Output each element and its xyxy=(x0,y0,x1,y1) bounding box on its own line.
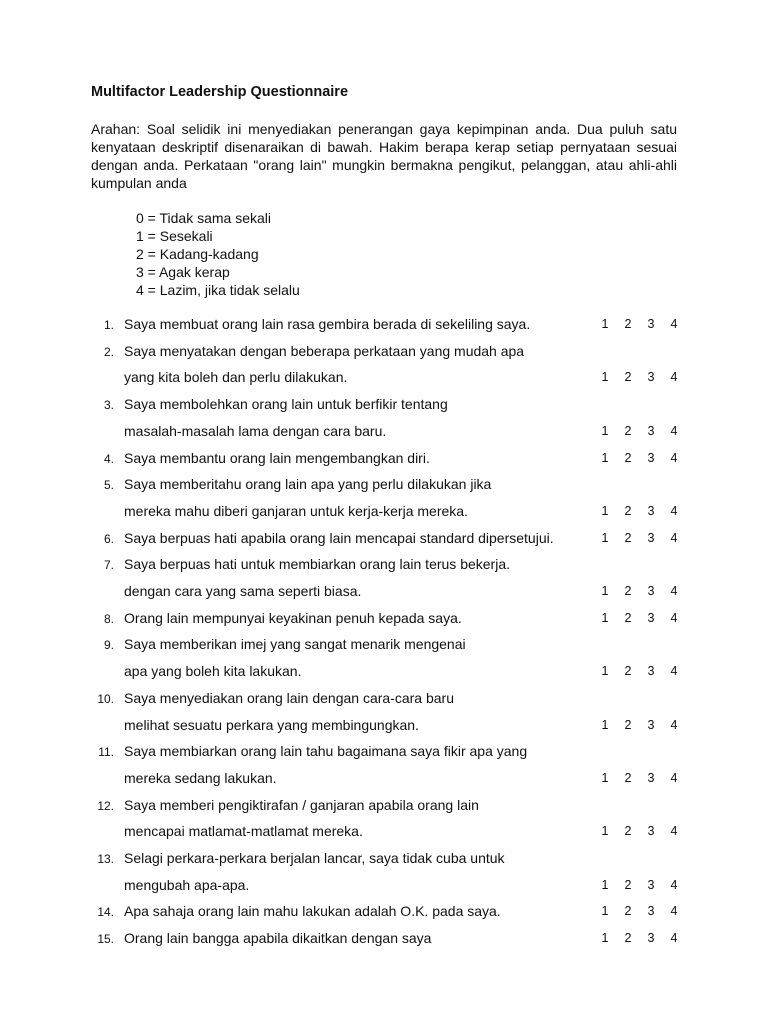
rating-option-1[interactable]: 1 xyxy=(601,877,609,892)
rating-option-1[interactable]: 1 xyxy=(601,503,609,518)
rating-option-1[interactable]: 1 xyxy=(601,610,609,625)
question-text: yang kita boleh dan perlu dilakukan. xyxy=(124,369,348,386)
rating-option-2[interactable]: 2 xyxy=(624,530,632,545)
question-number: 3. xyxy=(103,398,114,413)
rating-option-1[interactable]: 1 xyxy=(601,824,609,839)
instructions-paragraph: Arahan: Soal selidik ini menyediakan penerangan gaya kepimpinan anda. Dua puluh satu kenyataan deskriptif disenaraikan di bawah. Hakim berapa kerap setiap pernyataan sesuai dengan anda. Perkataan "orang lain" mungkin bermakna pengikut, pelanggan, atau ahli-ahli kumpulan anda xyxy=(91,121,677,191)
rating-option-1[interactable]: 1 xyxy=(601,717,609,732)
question-line xyxy=(0,770,768,790)
question-text: Saya memberitahu orang lain apa yang perlu dilakukan jika xyxy=(124,476,492,493)
question-number: 11. xyxy=(98,745,114,760)
question-text: Orang lain mempunyai keyakinan penuh kepada saya. xyxy=(124,609,462,626)
question-text: Saya membantu orang lain mengembangkan diri. xyxy=(124,449,430,466)
rating-option-3[interactable]: 3 xyxy=(647,503,655,518)
rating-scale-legend xyxy=(136,209,300,299)
question-number: 1. xyxy=(103,318,114,332)
rating-option-4[interactable]: 4 xyxy=(670,610,678,625)
question-text: Saya membuat orang lain rasa gembira berada di sekeliling saya. xyxy=(124,316,531,332)
question-line xyxy=(0,930,768,950)
rating-option-3[interactable]: 3 xyxy=(647,610,655,625)
rating-option-1[interactable]: 1 xyxy=(601,450,609,465)
rating-option-2[interactable]: 2 xyxy=(624,503,632,518)
question-line xyxy=(0,743,768,763)
rating-option-3[interactable]: 3 xyxy=(647,824,655,839)
rating-option-4[interactable]: 4 xyxy=(670,717,678,732)
question-text: Saya memberi pengiktirafan / ganjaran apabila orang lain xyxy=(124,796,479,813)
rating-option-1[interactable]: 1 xyxy=(601,931,609,946)
question-number: 4. xyxy=(103,451,114,466)
question-number: 13. xyxy=(97,852,114,866)
rating-option-4[interactable]: 4 xyxy=(670,770,678,785)
question-text: Saya berpuas hati untuk membiarkan orang lain terus bekerja. xyxy=(124,556,510,573)
question-line xyxy=(0,396,768,416)
rating-option-1[interactable]: 1 xyxy=(601,770,609,785)
question-text: Orang lain bangga apabila dikaitkan dengan saya xyxy=(124,930,432,947)
rating-option-2[interactable]: 2 xyxy=(624,370,632,385)
rating-option-1[interactable]: 1 xyxy=(601,423,609,438)
question-text: Saya membiarkan orang lain tahu bagaimana saya fikir apa yang xyxy=(124,743,528,760)
rating-option-3[interactable]: 3 xyxy=(647,450,655,465)
question-text: mencapai matlamat-matlamat mereka. xyxy=(124,823,363,840)
question-line xyxy=(0,877,768,897)
question-line xyxy=(0,316,768,336)
rating-option-4[interactable]: 4 xyxy=(670,877,678,892)
rating-option-4[interactable]: 4 xyxy=(670,530,678,545)
question-text: apa yang boleh kita lakukan. xyxy=(124,663,302,680)
rating-option-2[interactable]: 2 xyxy=(624,717,632,732)
rating-option-3[interactable]: 3 xyxy=(647,904,655,919)
rating-option-1[interactable]: 1 xyxy=(601,317,609,331)
question-text: mengubah apa-apa. xyxy=(124,876,250,893)
rating-option-1[interactable]: 1 xyxy=(601,664,609,679)
rating-option-3[interactable]: 3 xyxy=(647,664,655,679)
scale-item: 1 = Sesekali xyxy=(136,228,213,244)
question-line xyxy=(0,343,768,363)
rating-option-4[interactable]: 4 xyxy=(670,931,678,946)
scale-item: 3 = Agak kerap xyxy=(136,264,230,280)
question-text: Selagi perkara-perkara berjalan lancar, saya tidak cuba untuk xyxy=(124,850,505,866)
rating-option-4[interactable]: 4 xyxy=(670,824,678,839)
scale-item: 0 = Tidak sama sekali xyxy=(136,210,272,226)
question-line xyxy=(0,450,768,470)
rating-option-4[interactable]: 4 xyxy=(670,584,678,598)
question-line xyxy=(0,690,768,710)
question-number: 8. xyxy=(103,611,114,626)
rating-option-1[interactable]: 1 xyxy=(601,904,609,919)
rating-option-3[interactable]: 3 xyxy=(647,584,655,598)
question-number: 6. xyxy=(103,531,114,546)
rating-option-2[interactable]: 2 xyxy=(624,877,632,892)
question-line xyxy=(0,903,768,923)
question-line xyxy=(0,850,768,870)
question-line xyxy=(0,583,768,603)
question-line xyxy=(0,530,768,550)
rating-option-3[interactable]: 3 xyxy=(647,317,655,331)
question-text: Saya berpuas hati apabila orang lain mencapai standard dipersetujui. xyxy=(124,529,554,546)
rating-option-1[interactable]: 1 xyxy=(601,584,609,598)
question-text: mereka sedang lakukan. xyxy=(124,769,277,786)
question-number: 12. xyxy=(97,798,114,813)
question-number: 7. xyxy=(103,558,114,573)
question-text: masalah-masalah lama dengan cara baru. xyxy=(124,422,387,439)
rating-option-3[interactable]: 3 xyxy=(647,423,655,438)
question-line xyxy=(0,636,768,656)
question-line xyxy=(0,369,768,389)
question-text: Apa sahaja orang lain mahu lakukan adalah O.K. pada saya. xyxy=(124,903,501,920)
rating-option-2[interactable]: 2 xyxy=(624,770,632,785)
rating-option-4[interactable]: 4 xyxy=(670,317,678,331)
rating-option-2[interactable]: 2 xyxy=(624,317,632,331)
rating-option-4[interactable]: 4 xyxy=(670,664,678,679)
question-text: Saya memberikan imej yang sangat menarik mengenai xyxy=(124,636,466,653)
question-text: Saya menyediakan orang lain dengan cara-cara baru xyxy=(124,689,454,706)
rating-option-1[interactable]: 1 xyxy=(601,370,609,385)
scale-item: 2 = Kadang-kadang xyxy=(136,246,259,262)
question-line xyxy=(0,556,768,576)
rating-option-2[interactable]: 2 xyxy=(624,664,632,679)
rating-option-1[interactable]: 1 xyxy=(601,530,609,545)
rating-option-3[interactable]: 3 xyxy=(647,370,655,385)
rating-option-3[interactable]: 3 xyxy=(647,770,655,785)
rating-option-2[interactable]: 2 xyxy=(624,904,632,919)
rating-option-3[interactable]: 3 xyxy=(647,717,655,732)
question-text: mereka mahu diberi ganjaran untuk kerja-kerja mereka. xyxy=(124,502,468,519)
question-line xyxy=(0,823,768,843)
question-line xyxy=(0,476,768,496)
rating-option-4[interactable]: 4 xyxy=(670,450,678,465)
rating-option-3[interactable]: 3 xyxy=(647,530,655,545)
question-line xyxy=(0,717,768,737)
question-number: 9. xyxy=(103,638,114,653)
rating-option-2[interactable]: 2 xyxy=(624,450,632,465)
question-line xyxy=(0,610,768,630)
question-number: 10. xyxy=(97,691,114,706)
question-number: 5. xyxy=(103,478,114,493)
question-line xyxy=(0,797,768,817)
question-line xyxy=(0,423,768,443)
question-text: Saya menyatakan dengan beberapa perkataan yang mudah apa xyxy=(124,342,525,359)
question-line xyxy=(0,663,768,683)
rating-option-4[interactable]: 4 xyxy=(670,503,678,518)
question-line xyxy=(0,503,768,523)
question-number: 15. xyxy=(97,932,114,947)
question-number: 14. xyxy=(97,905,114,920)
question-text: Saya membolehkan orang lain untuk berfikir tentang xyxy=(124,396,448,413)
question-text: melihat sesuatu perkara yang membingungkan. xyxy=(124,716,419,733)
rating-option-4[interactable]: 4 xyxy=(670,904,678,919)
document-title: Multifactor Leadership Questionnaire xyxy=(91,84,349,100)
rating-option-2[interactable]: 2 xyxy=(624,610,632,625)
rating-option-2[interactable]: 2 xyxy=(624,423,632,438)
rating-option-2[interactable]: 2 xyxy=(624,824,632,839)
rating-option-4[interactable]: 4 xyxy=(670,423,678,438)
rating-option-2[interactable]: 2 xyxy=(624,584,632,598)
rating-option-3[interactable]: 3 xyxy=(647,931,655,946)
rating-option-4[interactable]: 4 xyxy=(670,370,678,385)
rating-option-2[interactable]: 2 xyxy=(624,931,632,946)
rating-option-3[interactable]: 3 xyxy=(647,877,655,892)
question-text: dengan cara yang sama seperti biasa. xyxy=(124,583,362,599)
scale-item: 4 = Lazim, jika tidak selalu xyxy=(136,282,300,298)
question-number: 2. xyxy=(103,344,114,359)
